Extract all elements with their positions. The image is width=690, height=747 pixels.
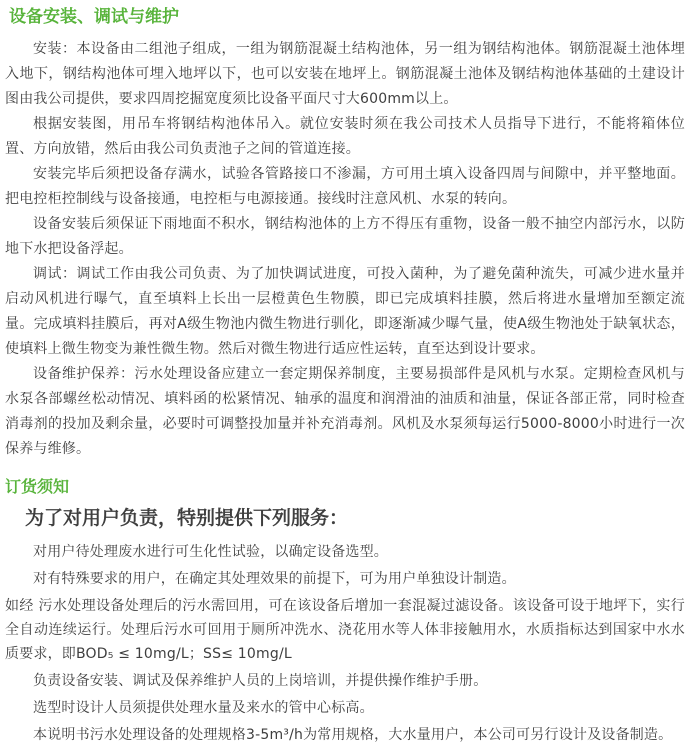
install-paragraph-installation: 安装：本设备由二组池子组成，一组为钢筋混凝土结构池体，另一组为钢结构池体。钢筋混凝土池体埋入地下，钢结构池体可埋入地坪以下，也可以安装在地坪上。钢筋混凝土池体及钢结构池体基础的土建设计图由我公司提供，要求四周挖掘宽度须比设备平面尺寸大600mm以上。 — [5, 41, 685, 107]
order-section-title: 订货须知 — [5, 477, 70, 496]
order-paragraph-specifications: 本说明书污水处理设备的处理规格3-5m³/h为常用规格，大水量用户，本公司可另行设计及设备制造。 — [33, 727, 673, 743]
section-install — [5, 6, 685, 462]
order-paragraph-biodegradability-test: 对用户待处理废水进行可生化性试验，以确定设备选型。 — [33, 544, 388, 560]
order-paragraph-training: 负责设备安装、调试及保养维护人员的上岗培训，并提供操作维护手册。 — [33, 673, 488, 689]
order-paragraph-water-reuse: 如经 污水处理设备处理后的污水需回用，可在该设备后增加一套混凝过滤设备。该设备可设于地坪下，实行全自动连续运行。处理后污水可回用于厕所冲洗水、浇花用水等人体非接触用水，水质指标达到国家中水水质要求，即BOD₅ ≤ 10mg/L；SS≤ 10mg/L — [5, 598, 685, 662]
order-paragraph-custom-design: 对有特殊要求的用户，在确定其处理效果的前提下，可为用户单独设计制造。 — [33, 571, 516, 587]
install-paragraph-post-install-cautions: 设备安装后须保证下雨地面不积水，钢结构池体的上方不得压有重物，设备一般不抽空内部污水，以防地下水把设备浮起。 — [5, 216, 685, 257]
order-paragraph-pipe-elevation: 选型时设计人员须提供处理水量及来水的管中心标高。 — [33, 700, 374, 716]
install-paragraph-crane-lifting: 根据安装图，用吊车将钢结构池体吊入。就位安装时须在我公司技术人员指导下进行，不能将箱体位置、方向放错，然后由我公司负责池子之间的管道连接。 — [5, 116, 685, 157]
install-paragraph-water-fill-test: 安装完毕后须把设备存满水，试验各管路接口不渗漏，方可用土填入设备四周与间隙中，并平整地面。把电控柜控制线与设备接通，电控柜与电源接通。接线时注意风机、水泵的转向。 — [5, 166, 685, 207]
install-section-title: 设备安装、调试与维护 — [9, 7, 179, 27]
install-paragraph-maintenance: 设备维护保养：污水处理设备应建立一套定期保养制度，主要易损部件是风机与水泵。定期检查风机与水泵各部螺丝松动情况、填料函的松紧情况、轴承的温度和润滑油的油质和油量，保证各部正常，同时检查消毒剂的投加及剩余量，必要时可调整投加量并补充消毒剂。风机及水泵须每运行5000-8000小时进行一次保养与维修。 — [5, 366, 685, 457]
order-services-subheading: 为了对用户负责，特别提供下列服务： — [25, 507, 349, 529]
install-paragraph-debugging: 调试：调试工作由我公司负责、为了加快调试进度，可投入菌种，为了避免菌种流失，可减少进水量并启动风机进行曝气，直至填料上长出一层橙黄色生物膜，即已完成填料挂膜，然后将进水量增加至额定流量。完成填料挂膜后，再对A级生物池内微生物进行驯化，即逐渐减少曝气量，使A级生物池处于缺氧状态，使填料上微生物变为兼性微生物。然后对微生物进行适应性运转，直至达到设计要求。 — [5, 266, 685, 357]
section-order — [5, 476, 685, 747]
